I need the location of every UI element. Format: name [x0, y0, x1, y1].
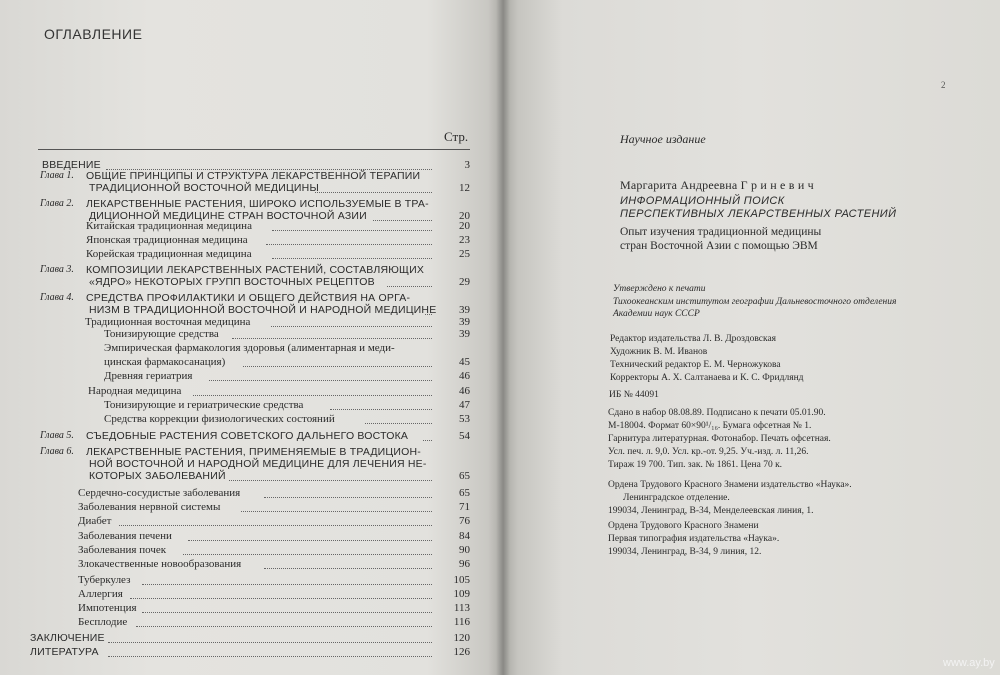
toc-entry: [0, 399, 503, 411]
toc-entry-text: ОБЩИЕ ПРИНЦИПЫ И СТРУКТУРА ЛЕКАРСТВЕННОЙ ТЕРАПИИ: [86, 170, 421, 182]
toc-entry: [0, 328, 503, 340]
approved-line-1: Утверждено к печати: [613, 284, 706, 294]
toc-page-number: 109: [453, 588, 470, 600]
toc-page-number: 116: [453, 616, 470, 628]
toc-leader-dots: [136, 625, 432, 627]
toc-page-number: 25: [459, 248, 470, 260]
publisher-line-3: 199034, Ленинград, В-34, Менделеевская линия, 1.: [608, 506, 814, 516]
toc-page-number: 126: [453, 646, 470, 658]
toc-entry: [0, 413, 503, 425]
toc-entry: [0, 292, 503, 316]
toc-page-number: 76: [459, 515, 470, 527]
print-info-3: Гарнитура литературная. Фотонабор. Печать офсетная.: [608, 434, 831, 444]
toc-chapter-label: Глава 2.: [40, 198, 74, 209]
toc-page-number: 65: [459, 470, 470, 482]
toc-entry-text: Традиционная восточная медицина: [85, 316, 251, 328]
toc-page-number: 39: [459, 304, 470, 316]
book-title-line-2: ПЕРСПЕКТИВНЫХ ЛЕКАРСТВЕННЫХ РАСТЕНИЙ: [620, 208, 897, 220]
toc-entry: [0, 198, 503, 222]
subtitle-line-1: Опыт изучения традиционной медицины: [620, 226, 822, 238]
toc-entry: [0, 530, 503, 542]
toc-entry: [0, 234, 503, 246]
toc-leader-dots: [142, 583, 432, 585]
toc-page-number: 3: [464, 159, 470, 171]
toc-page-number: 65: [459, 487, 470, 499]
credit-editor: Редактор издательства Л. В. Дроздовская: [610, 334, 777, 344]
toc-entry-text: Народная медицина: [88, 385, 182, 397]
toc-leader-dots: [229, 479, 432, 481]
toc-heading: ОГЛАВЛЕНИЕ: [44, 26, 143, 42]
toc-entry-text: НОЙ ВОСТОЧНОЙ И НАРОДНОЙ МЕДИЦИНЕ ДЛЯ ЛЕЧЕНИЯ НЕ-: [89, 458, 427, 470]
toc-leader-dots: [209, 379, 432, 381]
toc-leader-dots: [130, 597, 432, 599]
toc-page-number: 23: [459, 234, 470, 246]
toc-entry: [0, 430, 503, 442]
page-column-label: Стр.: [444, 129, 469, 144]
toc-leader-dots: [193, 394, 432, 396]
toc-leader-dots: [365, 422, 432, 424]
toc-leader-dots: [108, 655, 432, 657]
right-page-colophon: [503, 0, 1000, 675]
subtitle-line-2: стран Восточной Азии с помощью ЭВМ: [620, 240, 818, 252]
toc-entry-text: СЪЕДОБНЫЕ РАСТЕНИЯ СОВЕТСКОГО ДАЛЬНЕГО ВОСТОКА: [86, 430, 409, 442]
toc-page-number: 96: [459, 558, 470, 570]
toc-page-number: 46: [459, 370, 470, 382]
toc-entry: [0, 342, 503, 370]
toc-entry-text: ЛЕКАРСТВЕННЫЕ РАСТЕНИЯ, ПРИМЕНЯЕМЫЕ В ТРАДИЦИОН-: [86, 446, 421, 458]
toc-entry-text: ЛИТЕРАТУРА: [30, 646, 99, 658]
toc-leader-dots: [266, 243, 432, 245]
toc-page-number: 45: [459, 356, 470, 368]
toc-page-number: 47: [459, 399, 470, 411]
toc-page-number: 29: [459, 276, 470, 288]
toc-page-number: 54: [459, 430, 470, 442]
toc-entry-text: КОМПОЗИЦИИ ЛЕКАРСТВЕННЫХ РАСТЕНИЙ, СОСТАВЛЯЮЩИХ: [86, 264, 425, 276]
toc-page-number: 90: [459, 544, 470, 556]
toc-entry-text: ЗАКЛЮЧЕНИЕ: [30, 632, 105, 644]
author-name: Маргарита Андреевна Г р и н е в и ч: [620, 178, 814, 192]
toc-entry-text: Сердечно-сосудистые заболевания: [78, 487, 241, 499]
toc-entry-text: «ЯДРО» НЕКОТОРЫХ ГРУПП ВОСТОЧНЫХ РЕЦЕПТОВ: [89, 276, 375, 288]
printer-line-1: Ордена Трудового Красного Знамени: [608, 521, 759, 531]
printer-line-2: Первая типография издательства «Наука».: [608, 534, 780, 544]
edition-type: Научное издание: [620, 132, 706, 146]
toc-leader-dots: [330, 408, 432, 410]
toc-page-number: 39: [459, 328, 470, 340]
toc-leader-dots: [188, 539, 432, 541]
toc-entry: [0, 220, 503, 232]
toc-page-number: 105: [453, 574, 470, 586]
toc-entry-text: СРЕДСТВА ПРОФИЛАКТИКИ И ОБЩЕГО ДЕЙСТВИЯ НА ОРГА-: [86, 292, 411, 304]
toc-leader-dots: [387, 285, 432, 287]
toc-page-number: 53: [459, 413, 470, 425]
toc-entry: [0, 248, 503, 260]
toc-leader-dots: [232, 337, 432, 339]
toc-leader-dots: [183, 553, 432, 555]
toc-entry: [0, 602, 503, 614]
toc-entry: [0, 316, 503, 328]
toc-entry-text: Китайская традиционная медицина: [86, 220, 252, 232]
toc-leader-dots: [241, 510, 432, 512]
toc-page-number: 39: [459, 316, 470, 328]
toc-page-number: 46: [459, 385, 470, 397]
toc-entry-text: Тонизирующие и гериатрические средства: [104, 399, 304, 411]
toc-leader-dots: [425, 313, 432, 315]
toc-leader-dots: [243, 365, 432, 367]
credit-artist: Художник В. М. Иванов: [610, 347, 708, 357]
approved-line-3: Академии наук СССР: [613, 309, 700, 319]
toc-leader-dots: [119, 524, 432, 526]
toc-page-number: 120: [453, 632, 470, 644]
publisher-line-1: Ордена Трудового Красного Знамени издательство «Наука».: [608, 480, 852, 490]
approved-line-2: Тихоокеанским институтом географии Дальневосточного отделения: [613, 297, 897, 307]
toc-page-number: 71: [459, 501, 470, 513]
print-info-4: Усл. печ. л. 9,0. Усл. кр.-от. 9,25. Уч.-изд. л. 11,26.: [608, 447, 809, 457]
credit-tech-editor: Технический редактор Е. М. Черножукова: [610, 360, 781, 370]
publisher-line-2: Ленинградское отделение.: [623, 493, 730, 503]
toc-entry-text: Диабет: [78, 515, 112, 527]
toc-leader-dots: [423, 439, 432, 441]
toc-entry-text: Заболевания нервной системы: [78, 501, 221, 513]
toc-entry: [0, 370, 503, 382]
toc-entry-text: Злокачественные новообразования: [78, 558, 242, 570]
book-title-line-1: ИНФОРМАЦИОННЫЙ ПОИСК: [620, 195, 785, 207]
print-info-1: Сдано в набор 08.08.89. Подписано к печати 05.01.90.: [608, 408, 826, 418]
toc-entry: [0, 632, 503, 644]
toc-chapter-label: Глава 1.: [40, 170, 74, 181]
toc-entry: [0, 170, 503, 194]
toc-leader-dots: [264, 567, 432, 569]
toc-entry: [0, 616, 503, 628]
toc-entry: [0, 487, 503, 499]
toc-entry-text: Средства коррекции физиологических состояний: [104, 413, 335, 425]
toc-leader-dots: [272, 229, 432, 231]
toc-entry-text: Заболевания печени: [78, 530, 172, 542]
toc-entry: [0, 558, 503, 570]
toc-entry-text: Тонизирующие средства: [104, 328, 219, 340]
toc-entry-text: цинская фармакосанация): [104, 356, 226, 368]
toc-entry-text: НИЗМ В ТРАДИЦИОННОЙ ВОСТОЧНОЙ И НАРОДНОЙ МЕДИЦИНЕ: [89, 304, 437, 316]
toc-entry-text: Импотенция: [78, 602, 137, 614]
toc-page-number: 113: [453, 602, 470, 614]
toc-entry: [0, 501, 503, 513]
print-info-2: М-18004. Формат 60×90¹/₁₆. Бумага офсетная № 1.: [608, 421, 812, 431]
toc-entry-text: Заболевания почек: [78, 544, 167, 556]
toc-entry-text: Аллергия: [78, 588, 123, 600]
toc-leader-dots: [271, 325, 432, 327]
toc-entry-text: ВВЕДЕНИЕ: [42, 159, 101, 171]
toc-leader-dots: [142, 611, 432, 613]
toc-page-number: 84: [459, 530, 470, 542]
toc-leader-dots: [272, 257, 432, 259]
watermark: www.ay.by: [943, 657, 995, 669]
toc-chapter-label: Глава 6.: [40, 446, 74, 457]
toc-rule: [38, 149, 470, 150]
toc-leader-dots: [108, 641, 432, 643]
toc-entry-text: ЛЕКАРСТВЕННЫЕ РАСТЕНИЯ, ШИРОКО ИСПОЛЬЗУЕМЫЕ В ТРА-: [86, 198, 429, 210]
toc-entry: [0, 588, 503, 600]
toc-entry-text: ДИЦИОННОЙ МЕДИЦИНЕ СТРАН ВОСТОЧНОЙ АЗИИ: [89, 210, 367, 222]
toc-leader-dots: [264, 496, 432, 498]
toc-entry: [0, 446, 503, 482]
toc-entry-text: ТРАДИЦИОННОЙ ВОСТОЧНОЙ МЕДИЦИНЫ: [89, 182, 319, 194]
toc-entry-text: Древняя гериатрия: [104, 370, 193, 382]
toc-chapter-label: Глава 4.: [40, 292, 74, 303]
toc-chapter-label: Глава 3.: [40, 264, 74, 275]
toc-entry: [0, 544, 503, 556]
toc-page-number: 20: [459, 220, 470, 232]
toc-entry-text: Туберкулез: [78, 574, 131, 586]
toc-entry: [0, 646, 503, 658]
toc-entry-text: Корейская традиционная медицина: [86, 248, 252, 260]
toc-entry-text: Эмпирическая фармакология здоровья (алиментарная и меди-: [104, 342, 395, 354]
toc-entry-text: Японская традиционная медицина: [86, 234, 248, 246]
toc-entry-text: КОТОРЫХ ЗАБОЛЕВАНИЙ: [89, 470, 226, 482]
toc-entry: [0, 574, 503, 586]
print-info-5: Тираж 19 700. Тип. зак. № 1861. Цена 70 к.: [608, 460, 783, 470]
toc-leader-dots: [315, 191, 432, 193]
book-gutter: [496, 0, 510, 675]
printer-line-3: 199034, Ленинград, В-34, 9 линия, 12.: [608, 547, 762, 557]
credit-proofreaders: Корректоры А. Х. Салтанаева и К. С. Фридлянд: [610, 373, 804, 383]
toc-entry-text: Бесплодие: [78, 616, 128, 628]
toc-page-number: 12: [459, 182, 470, 194]
toc-entry: [0, 264, 503, 288]
toc-chapter-label: Глава 5.: [40, 430, 74, 441]
ib-number: ИБ № 44091: [609, 390, 659, 400]
corner-mark: 2: [941, 80, 946, 90]
toc-entry: [0, 385, 503, 397]
toc-entry: [0, 515, 503, 527]
toc-page-number: 20: [459, 210, 470, 222]
